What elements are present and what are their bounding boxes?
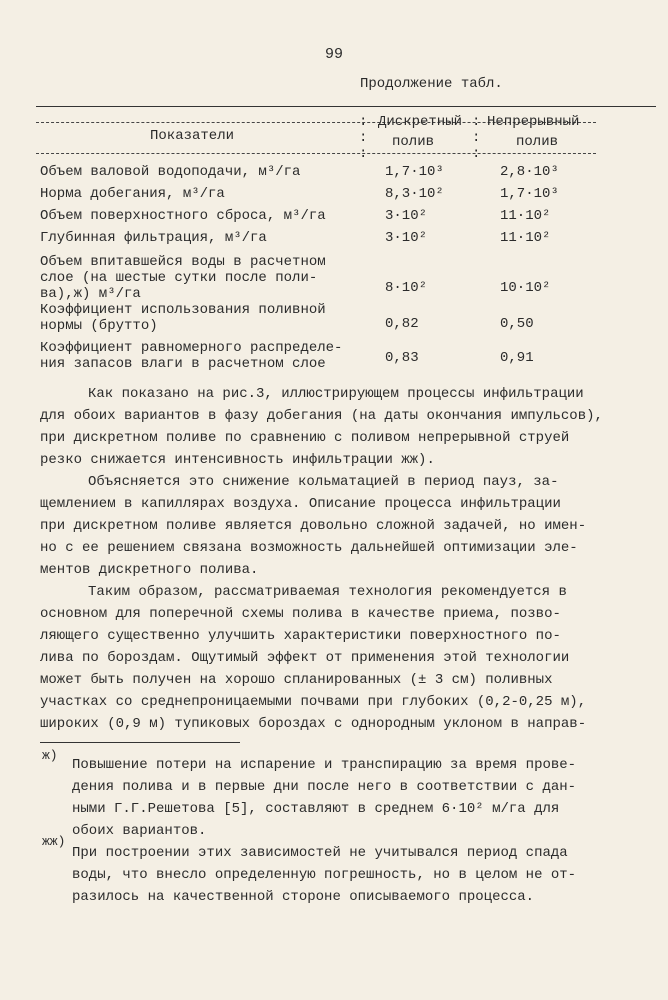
footnote-line: обоих вариантов.	[72, 823, 207, 839]
table-row-label: Коэффициент использования поливной	[40, 302, 326, 318]
paragraph-line: но с ее решением связана возможность дальнейшей оптимизации эле-	[40, 540, 578, 556]
page-number: 99	[324, 46, 343, 63]
footnote-line: дения полива и в первые дни после него в соответствии с дан-	[72, 779, 577, 795]
table-row-label: Норма добегания, м³/га	[40, 186, 225, 202]
table-top-rule	[36, 106, 656, 107]
header-indicators: Показатели	[150, 128, 235, 144]
footnote	[72, 842, 652, 908]
header-separator: : : :	[472, 114, 481, 162]
table-cell-discrete: 3·10²	[385, 230, 428, 246]
table-row-label: нормы (брутто)	[40, 318, 158, 334]
body-paragraph	[40, 471, 640, 581]
table-row-label: Коэффициент равномерного распределе-	[40, 340, 343, 356]
table-row-label: ва),ж) м³/га	[40, 286, 141, 302]
paragraph-line: резко снижается интенсивность инфильтрации жж).	[40, 452, 435, 468]
footnote-line: разилось на качественной стороне описываемого процесса.	[72, 889, 535, 905]
header-discrete: Дискретный	[378, 114, 463, 130]
footnote-line: При построении этих зависимостей не учитывался период спада	[72, 845, 568, 861]
table-cell-discrete: 8,3·10²	[385, 186, 444, 202]
table-cell-discrete: 8·10²	[385, 280, 428, 296]
paragraph-line: при дискретном поливе по сравнению с поливом непрерывной струей	[40, 430, 570, 446]
body-paragraph	[40, 383, 640, 471]
table-row-label: Объем поверхностного сброса, м³/га	[40, 208, 326, 224]
paragraph-line: Объясняется это снижение кольматацией в период пауз, за-	[88, 474, 559, 490]
paragraph-line: Таким образом, рассматриваемая технология рекомендуется в	[88, 584, 567, 600]
footnote-line: Повышение потери на испарение и транспирацию за время прове-	[72, 757, 577, 773]
table-continuation-label: Продолжение табл.	[360, 76, 503, 92]
table-row-label: Объем валовой водоподачи, м³/га	[40, 164, 301, 180]
footnote-line: ными Г.Г.Решетова [5], составляют в среднем 6·10² м/га для	[72, 801, 560, 817]
footnote-mark: ж)	[42, 748, 58, 763]
paragraph-line: широких (0,9 м) тупиковых бороздах с однородным уклоном в направ-	[40, 716, 587, 732]
paragraph-line: при дискретном поливе является довольно сложной задачей, но имен-	[40, 518, 587, 534]
table-cell-discrete: 1,7·10³	[385, 164, 444, 180]
footnote-line: воды, что внесло определенную погрешность, но в целом не от-	[72, 867, 577, 883]
table-cell-continuous: 0,91	[500, 350, 534, 366]
table-header-bottom-rule	[36, 153, 596, 154]
table-cell-continuous: 11·10²	[500, 208, 551, 224]
paragraph-line: может быть получен на хорошо спланированных (± 3 см) поливных	[40, 672, 553, 688]
header-discrete-sub: полив	[392, 134, 435, 150]
table-cell-continuous: 11·10²	[500, 230, 551, 246]
paragraph-line: щемлением в капиллярах воздуха. Описание процесса инфильтрации	[40, 496, 561, 512]
paragraph-line: для обоих вариантов в фазу добегания (на даты окончания импульсов),	[40, 408, 603, 424]
table-cell-continuous: 0,50	[500, 316, 534, 332]
table-cell-discrete: 0,83	[385, 350, 419, 366]
table-row-label: ния запасов влаги в расчетном слое	[40, 356, 326, 372]
table-cell-continuous: 10·10²	[500, 280, 551, 296]
footnote-mark: жж)	[42, 834, 66, 849]
paragraph-line: ляющего существенно улучшить характеристики поверхностного по-	[40, 628, 561, 644]
paragraph-line: основном для поперечной схемы полива в качестве приема, позво-	[40, 606, 561, 622]
paragraph-line: Как показано на рис.3, иллюстрирующем процессы инфильтрации	[88, 386, 584, 402]
table-row-label: Объем впитавшейся воды в расчетном	[40, 254, 326, 270]
table-cell-discrete: 0,82	[385, 316, 419, 332]
header-separator: : : :	[359, 114, 368, 162]
table-row-label: слое (на шестые сутки после поли-	[40, 270, 318, 286]
footnote-rule	[40, 742, 240, 743]
table-cell-discrete: 3·10²	[385, 208, 428, 224]
table-cell-continuous: 1,7·10³	[500, 186, 559, 202]
paragraph-line: лива по бороздам. Ощутимый эффект от применения этой технологии	[40, 650, 570, 666]
paragraph-line: ментов дискретного полива.	[40, 562, 259, 578]
body-paragraph	[40, 581, 640, 735]
table-row-label: Глубинная фильтрация, м³/га	[40, 230, 267, 246]
header-continuous: Непрерывный	[487, 114, 580, 130]
paragraph-line: участках со среднепроницаемыми почвами при глубоких (0,2-0,25 м),	[40, 694, 587, 710]
header-continuous-sub: полив	[516, 134, 559, 150]
footnote	[72, 754, 652, 842]
table-cell-continuous: 2,8·10³	[500, 164, 559, 180]
